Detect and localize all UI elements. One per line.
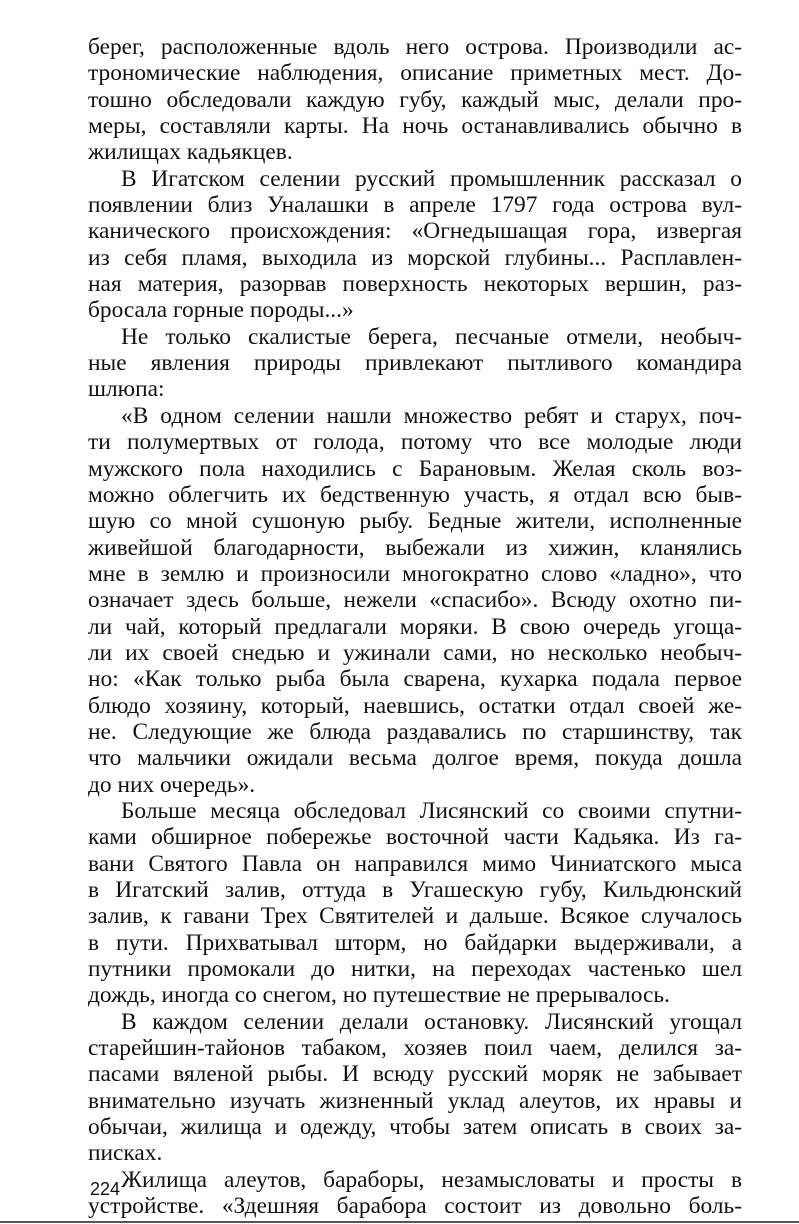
text-line: вани Святого Павла он направился мимо Чиниатского мыса <box>88 850 742 877</box>
text-line: мужского пола находились с Барановым. Желая сколь воз- <box>88 455 742 482</box>
text-line: внимательно изучать жизненный уклад алеутов, их нравы и <box>88 1087 742 1114</box>
text-line: что мальчики ожидали весьма долгое время, покуда дошла <box>88 745 742 772</box>
text-line: можно облегчить их бедственную участь, я отдал всю быв- <box>88 481 742 508</box>
page-text-block <box>88 34 742 1219</box>
text-line: В Игатском селении русский промышленник рассказал о <box>121 165 742 192</box>
text-line: писках. <box>88 1140 163 1167</box>
text-line: Жилища алеутов, барабoры, незамысловаты и просты в <box>121 1166 742 1193</box>
page-number: 224 <box>90 1179 121 1199</box>
text-line: трономические наблюдения, описание приметных мест. До- <box>88 60 742 87</box>
text-line: до них очередь». <box>88 771 256 798</box>
text-line: берег, расположенные вдоль него острова. Производили ас- <box>88 34 742 60</box>
text-line: ли их своей снедью и ужинали сами, но несколько необыч- <box>88 639 742 666</box>
text-line: появлении близ Уналашки в апреле 1797 года острова вул- <box>88 192 742 219</box>
text-line: «В одном селении нашли множество ребят и старух, поч- <box>121 402 742 429</box>
text-line: Больше месяца обследовал Лисянский со своими спутни- <box>121 797 742 824</box>
text-line: ти полумертвых от голода, потому что все молодые люди <box>88 429 742 456</box>
text-line: означает здесь больше, нежели «спасибо». Всюду охотно пи- <box>88 587 742 614</box>
text-line: обычаи, жилища и одежду, чтобы затем описать в своих за- <box>88 1114 742 1141</box>
text-line: блюдо хозяину, который, наевшись, остатки отдал своей же- <box>88 692 742 719</box>
text-line: канического происхождения: «Огнедышащая гора, извергая <box>88 218 742 245</box>
bottom-divider <box>0 1221 799 1223</box>
text-line: в пути. Прихватывал шторм, но байдарки выдерживали, а <box>88 929 742 956</box>
text-line: тошно обследовали каждую губу, каждый мыс, делали про- <box>88 86 742 113</box>
text-line: шлюпа: <box>88 376 165 403</box>
text-line: ли чай, который предлагали моряки. В свою очередь угоща- <box>88 613 742 640</box>
text-line: старейшин-тайонов табаком, хозяев поил чаем, делился за- <box>88 1035 742 1062</box>
text-line: дождь, иногда со снегом, но путешествие не прерывалось. <box>88 982 670 1009</box>
text-line: устройстве. «Здешняя барабора состоит из довольно боль- <box>88 1193 742 1220</box>
text-line: мне в землю и произносили многократно слово «ладно», что <box>88 560 742 587</box>
text-line: Не только скалистые берега, песчаные отмели, необыч- <box>121 323 742 350</box>
text-line: но: «Как только рыба была сварена, кухарка подала первое <box>88 666 742 693</box>
text-line: пасами вяленой рыбы. И всюду русский моряк не забывает <box>88 1061 742 1088</box>
text-line: шую со мной сушоную рыбу. Бедные жители, исполненные <box>88 508 742 535</box>
text-line: залив, к гавани Трех Святителей и дальше. Всякое случалось <box>88 903 742 930</box>
text-line: меры, составляли карты. На ночь останавливались обычно в <box>88 113 742 140</box>
text-line: бросала горные породы...» <box>88 297 354 324</box>
text-line: жилищах кадьякцев. <box>88 139 293 166</box>
text-line: ная материя, разорвав поверхность некоторых вершин, раз- <box>88 271 742 298</box>
text-line: живейшой благодарности, выбежали из хижин, кланялись <box>88 534 742 561</box>
text-line: ные явления природы привлекают пытливого командира <box>88 350 742 377</box>
text-line: в Игатский залив, оттуда в Угашескую губу, Кильдюнский <box>88 877 742 903</box>
text-line: из себя пламя, выходила из морской глубины... Расплавлен- <box>88 244 742 271</box>
text-line: ками обширное побережье восточной части Кадьяка. Из га- <box>88 824 742 851</box>
text-line: не. Следующие же блюда раздавались по старшинству, так <box>88 718 742 745</box>
text-line: В каждом селении делали остановку. Лисянский угощал <box>121 1008 742 1035</box>
text-line: путники промокали до нитки, на переходах частенько шел <box>88 956 742 983</box>
